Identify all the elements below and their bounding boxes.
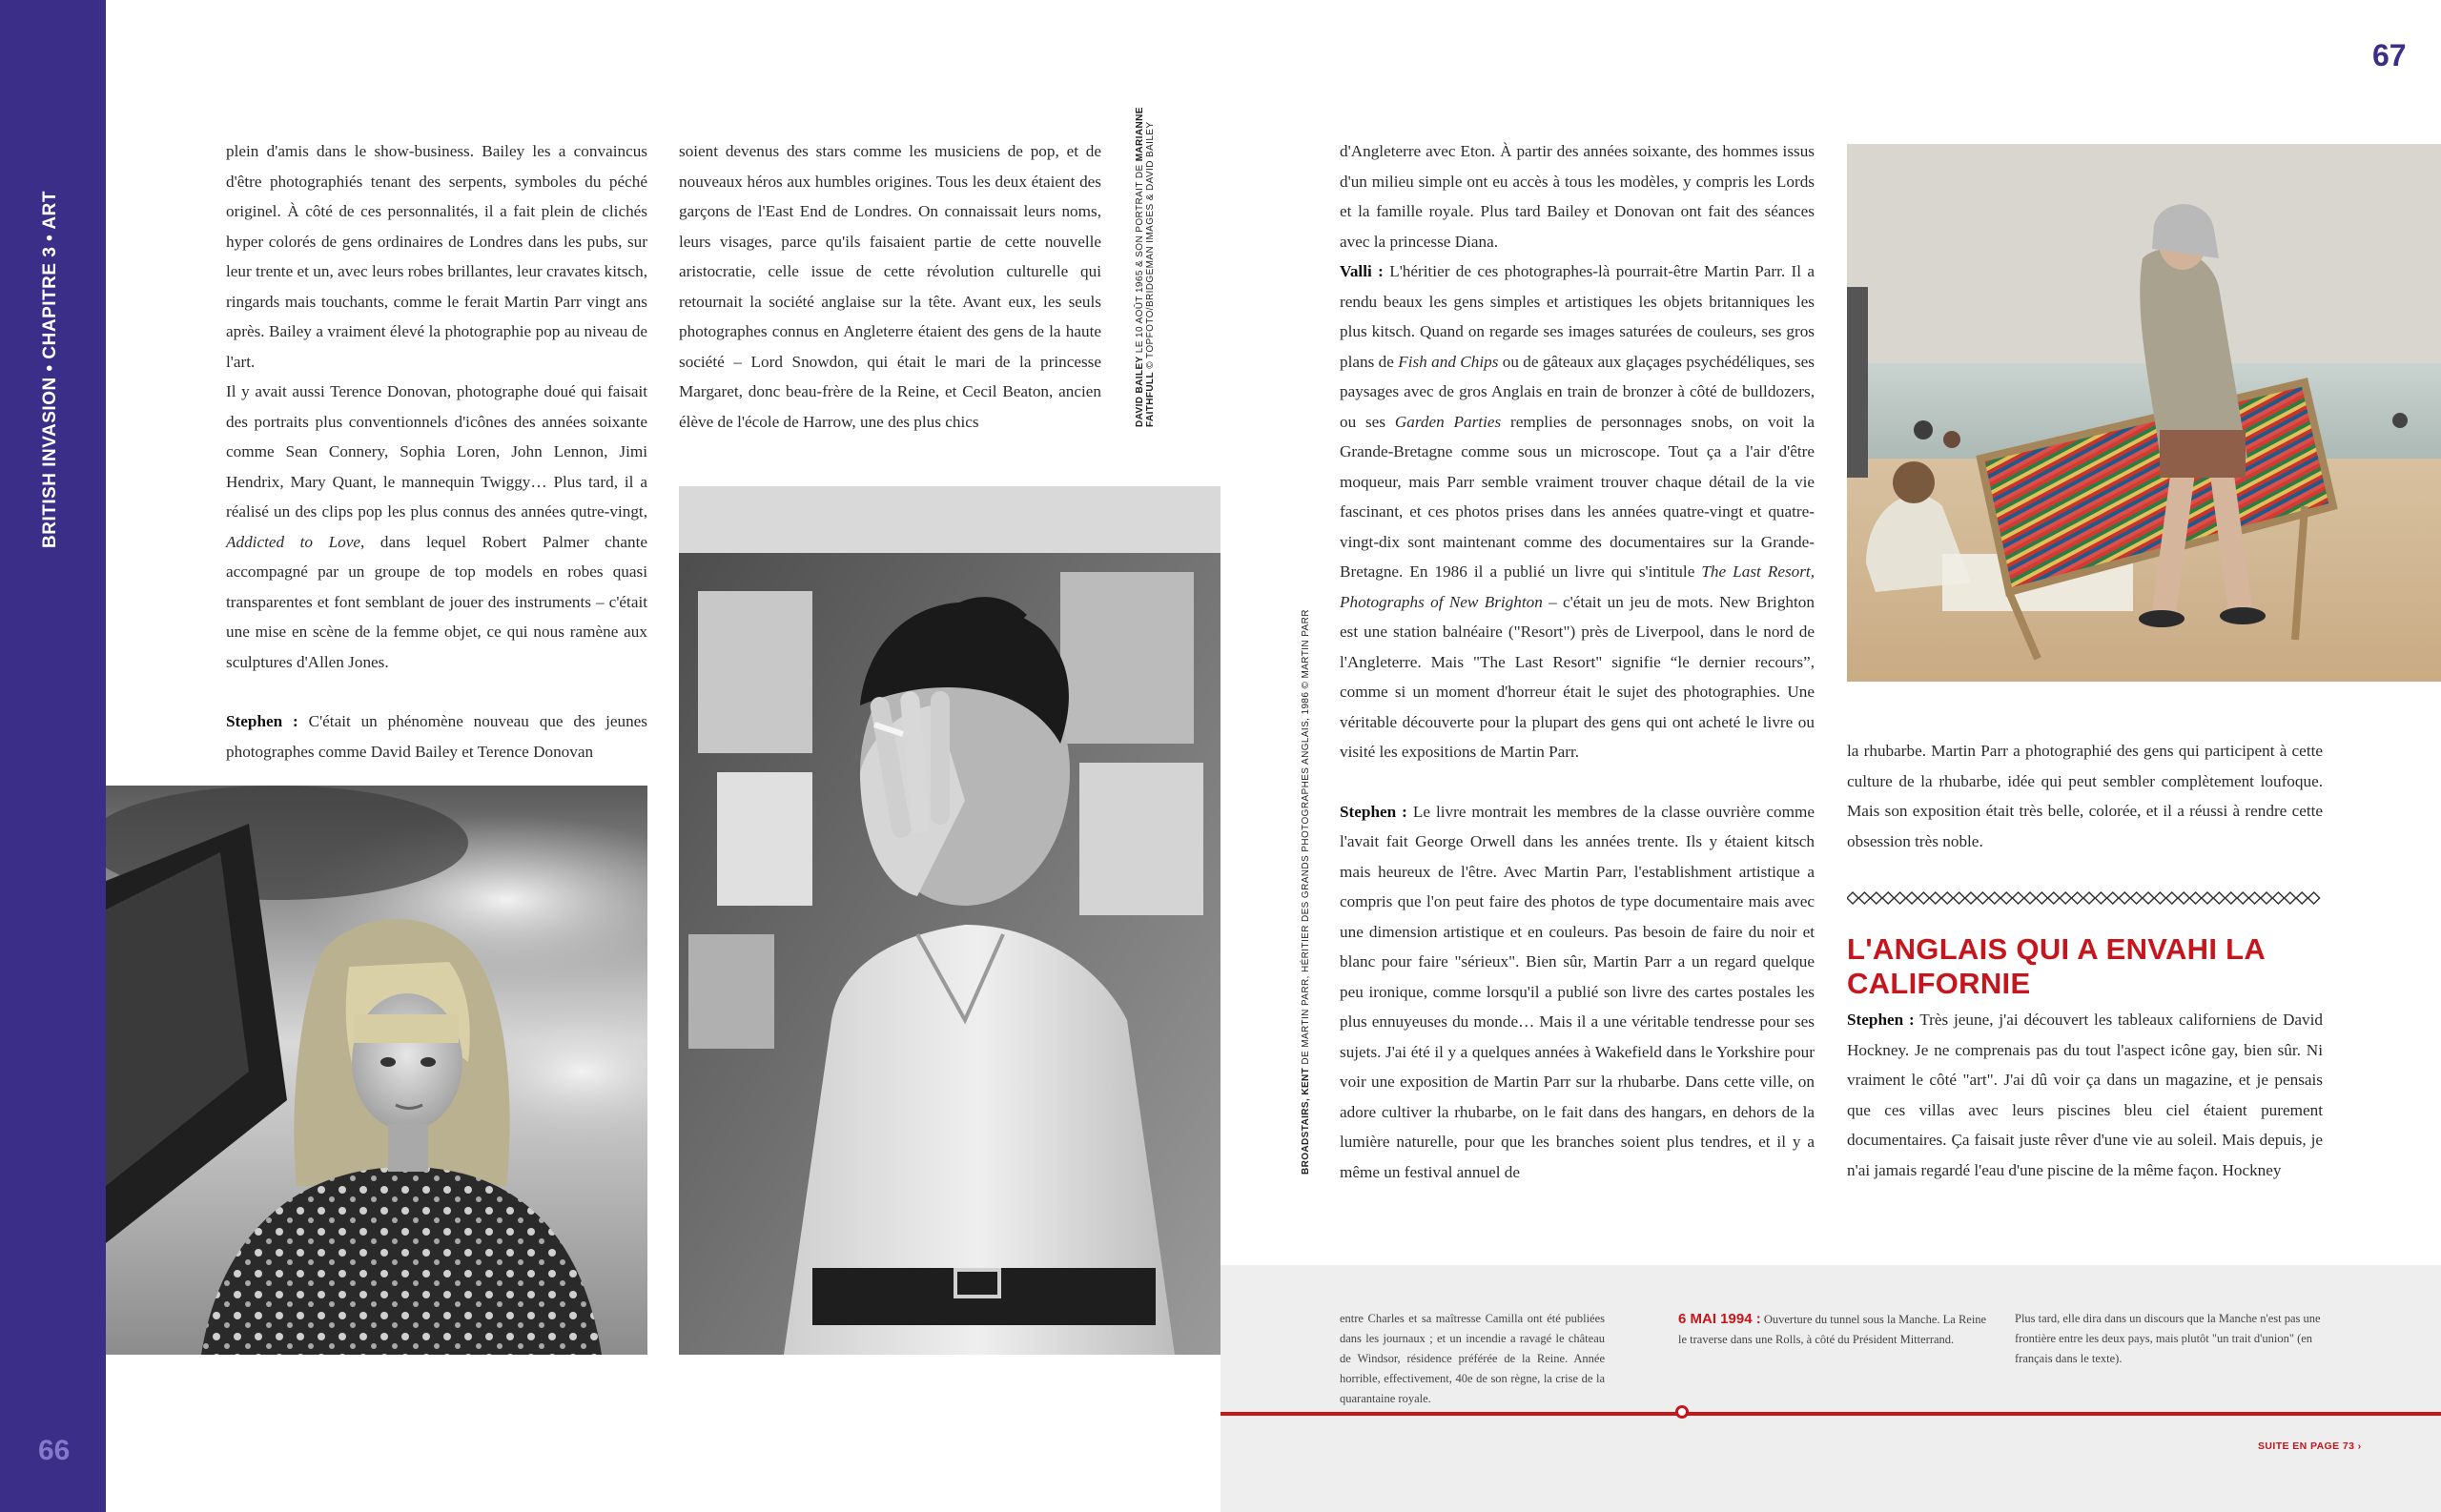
footer-text-left: entre Charles et sa maîtresse Camilla ont été publiées dans les journaux ; et un incendie a ravagé le château de Windsor, résidence préférée de la Reine. Année horrible, effectivement, 40e de son règne, la crise de la quarantaine royale. xyxy=(1340,1312,1605,1405)
paragraph: Valli : L'héritier de ces photographes-là pourrait-être Martin Parr. Il a rendu beaux les gens simples et artistiques les objets britanniques les plus kitsch. Quand on regarde ses images saturées de couleurs, ses gros plans de Fish and Chips ou de gâteaux aux glaçages psychédéliques, ses paysages avec de gros Anglais en train de bronzer à côté de bulldozers, ou ses Garden Parties remplies de personnages snobs, on voit la Grande-Bretagne comme sous un microscope. Tout ça a l'air d'être moqueur, mais Parr semble vraiment trouver chaque détail de la vie fascinant, et ces photos prises dans les années quatre-vingt et quatre-vingt-dix sont maintenant comme des documentaires sur la Grande-Bretagne. En 1986 il a publié un livre qui s'intitule The Last Resort, Photographs of New Brighton – c'était un jeu de mots. New Brighton est une station balnéaire ("Resort") près de Liverpool, dans le nord de l'Angleterre. Mais "The Last Resort" signifie “le dernier recours”, comme si un moment d'horreur était le sujet des photographies. Une véritable découverte pour la plupart des gens qui ont acheté le livre ou visité les expositions de Martin Parr. xyxy=(1340,262,1815,761)
diamond-icon xyxy=(2226,892,2237,904)
decorative-diamond-divider xyxy=(1847,889,2324,907)
photo-david-bailey xyxy=(679,486,1220,1355)
paragraph: Stephen : Le livre montrait les membres de la classe ouvrière comme l'avait fait George Orwell dans les années trente. Ils y étaient kitsch mais heureux de l'être. Avec Martin Parr, l'establishment artistique a compris que l'on peut faire des photos de type documentaire mais avec une dimension artistique et en couleurs. Pas besoin de faire du noir et blanc pour faire "sérieux". Bien sûr, Martin Parr a un regard quelque peu ironique, comme lorsqu'il a publié son livre des cartes postales les plus ennuyeuses du monde… Mais il a une véritable tendresse pour ses sujets. J'ai été il y a quelques années à Wakefield dans le Yorkshire pour voir une exposition de Martin Parr sur la rhubarbe. Dans cette ville, on adore cultiver la rhubarbe, on le fait dans des hangars, en dehors de la lumière naturelle, pour que les branches soient plus tendres, et il y a même un festival annuel de xyxy=(1340,802,1815,1181)
chapter-label: BRITISH INVASION • CHAPITRE 3 • ART xyxy=(40,191,60,548)
paragraph: Stephen : Très jeune, j'ai découvert les tableaux californiens de David Hockney. Je ne comprenais pas du tout l'aspect icône gay, bien sûr. Ni vraiment le côté "art". J'ai dû voir ça dans un magazine, et je pensais que ces villas avec leurs piscines bleu ciel étaient purement documentaires. Ça faisait juste rêver d'une vie au soleil. Mais depuis, je n'ai jamais regardé l'eau d'une piscine de la même façon. Hockney xyxy=(1847,1011,2323,1179)
diamond-icon xyxy=(2249,892,2261,904)
diamond-icon xyxy=(1954,892,1965,904)
continue-link[interactable]: SUITE EN PAGE 73 › xyxy=(2258,1440,2362,1452)
diamond-icon xyxy=(2154,892,2165,904)
diamond-icon xyxy=(2095,892,2106,904)
diamond-icon xyxy=(2000,892,2012,904)
diamond-icon xyxy=(1906,892,1918,904)
diamond-icon xyxy=(1847,892,1858,904)
paragraph: plein d'amis dans le show-business. Bailey les a convaincus d'être photographiés tenant des serpents, symboles du péché originel. À côté de ces personnalités, il a fait plein de clichés hyper colorés de gens ordinaires de Londres dans les pubs, sur leur trente et un, avec leurs robes brillantes, leur cravates kitsch, ringards mais touchants, comme le ferait Martin Parr vingt ans après. Bailey a vraiment élevé la photographie pop au niveau de l'art. xyxy=(226,142,647,371)
diamond-icon xyxy=(2013,892,2024,904)
photo-marianne-faithfull xyxy=(106,786,647,1355)
footer-date: 6 MAI 1994 : xyxy=(1678,1311,1761,1327)
photo-credit-parr: BROADSTAIRS, KENT DE MARTIN PARR, HÉRITIER DES GRANDS PHOTOGRAPHES ANGLAIS, 1986 © MARTIN PARR xyxy=(1301,609,1311,1175)
footer-text-middle: 6 MAI 1994 : Ouverture du tunnel sous la Manche. La Reine le traverse dans une Rolls, à côté du Président Mitterrand. xyxy=(1678,1311,1987,1346)
diamond-icon xyxy=(2119,892,2130,904)
diamond-icon xyxy=(2060,892,2071,904)
diamond-icon xyxy=(2308,892,2320,904)
paragraph: soient devenus des stars comme les musiciens de pop, et de nouveaux héros aux humbles origines. Tous les deux étaient des garçons de l'East End de Londres. On connaissait leurs noms, leurs visages, parce qu'ils faisaient partie de cette nouvelle aristocratie, celle issue de cette révolution culturelle qui retournait la société anglaise sur la tête. Avant eux, les seuls photographes connus en Angleterre étaient des gens de la haute société – Lord Snowdon, qui était le mari de la princesse Margaret, donc beau-frère de la Reine, et Cecil Beaton, ancien élève de l'école de Harrow, une des plus chics xyxy=(679,142,1101,431)
diamond-icon xyxy=(2166,892,2178,904)
diamond-icon xyxy=(1871,892,1882,904)
text-column-2 xyxy=(679,136,1101,437)
photo-broadstairs-kent xyxy=(1847,144,2441,682)
diamond-icon xyxy=(2036,892,2047,904)
diamond-icon xyxy=(2131,892,2143,904)
timeline-marker xyxy=(1675,1405,1689,1419)
diamond-icon xyxy=(2272,892,2284,904)
text-column-4 xyxy=(1847,736,2323,856)
broadstairs-beach-image xyxy=(1847,144,2441,682)
paragraph: la rhubarbe. Martin Parr a photographié des gens qui participent à cette culture de la rhubarbe, idée qui peut sembler complètement loufoque. Mais son exposition était très belle, colorée, et il a réussi à rendre cette obsession très noble. xyxy=(1847,742,2323,850)
diamond-icon xyxy=(2190,892,2202,904)
diamond-icon xyxy=(1918,892,1929,904)
section-heading: L'ANGLAIS QUI A ENVAHI LA CALIFORNIE xyxy=(1847,932,2265,1000)
timeline-line xyxy=(1220,1412,2441,1416)
diamond-icon xyxy=(2107,892,2119,904)
diamond-icon xyxy=(1941,892,1953,904)
paragraph: Stephen : C'était un phénomène nouveau que des jeunes photographes comme David Bailey et Terence Donovan xyxy=(226,712,647,761)
diamond-icon xyxy=(1930,892,1941,904)
paragraph: d'Angleterre avec Eton. À partir des années soixante, des hommes issus d'un milieu simple ont eu accès à tous les modèles, y compris les Lords et la famille royale. Plus tard Bailey et Donovan ont fait des séances avec la princesse Diana. xyxy=(1340,142,1815,251)
diamond-icon xyxy=(2024,892,2036,904)
diamond-icon xyxy=(2048,892,2060,904)
footer-text-right: Plus tard, elle dira dans un discours que la Manche n'est pas une frontière entre les deux pays, mais plutôt "un trait d'union" (en français dans le texte). xyxy=(2015,1312,2321,1365)
diamond-icon xyxy=(1977,892,1988,904)
diamond-icon xyxy=(2202,892,2213,904)
chapter-label-wrap xyxy=(40,191,69,553)
marianne-faithfull-image xyxy=(106,786,647,1355)
diamond-icon xyxy=(1965,892,1977,904)
page-number-right: 67 xyxy=(2372,38,2407,72)
diamond-icon xyxy=(2296,892,2308,904)
diamond-icon xyxy=(1882,892,1894,904)
page-number-left: 66 xyxy=(38,1435,71,1466)
diamond-row-icon xyxy=(1847,889,2324,907)
diamond-icon xyxy=(1858,892,1870,904)
diamond-icon xyxy=(1989,892,2000,904)
paragraph: Il y avait aussi Terence Donovan, photographe doué qui faisait des portraits plus conventionnels d'icônes des années soixante comme Sean Connery, Sophia Loren, John Lennon, Jimi Hendrix, Mary Quant, le mannequin Twiggy… Plus tard, il a réalisé un des clips pop les plus connus des années qutre-vingt, Addicted to Love, dans lequel Robert Palmer chante accompagné par un groupe de top models en robes quasi transparentes et font semblant de jouer des instruments – c'était une mise en scène de la femme objet, ce qui nous ramène aux sculptures d'Allen Jones. xyxy=(226,382,647,671)
diamond-icon xyxy=(2285,892,2296,904)
diamond-icon xyxy=(2072,892,2083,904)
text-column-3 xyxy=(1340,136,1815,1187)
david-bailey-image xyxy=(679,486,1220,1355)
text-column-4b xyxy=(1847,1005,2323,1185)
diamond-icon xyxy=(2178,892,2189,904)
text-column-1 xyxy=(226,136,647,766)
diamond-icon xyxy=(2083,892,2095,904)
diamond-icon xyxy=(1895,892,1906,904)
diamond-icon xyxy=(2237,892,2248,904)
photo-credit-bailey: DAVID BAILEY LE 10 AOÛT 1965 & SON PORTRAIT DE MARIANNE FAITHFULL © TOPFOTO/BRIDGEMAN IMAGES & DAVID BAILEY xyxy=(1135,107,1156,427)
diamond-icon xyxy=(2143,892,2154,904)
diamond-icon xyxy=(2261,892,2272,904)
diamond-icon xyxy=(2213,892,2225,904)
